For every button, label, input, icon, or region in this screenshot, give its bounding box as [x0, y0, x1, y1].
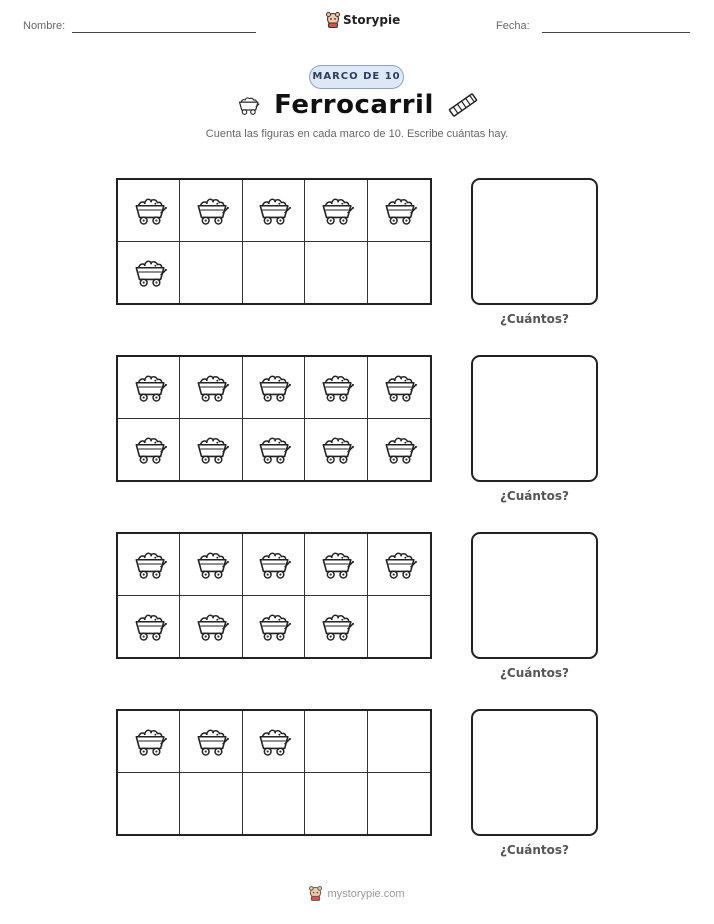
- frame-cell: [368, 357, 430, 419]
- answer-box-2[interactable]: [471, 355, 598, 482]
- storypie-mascot-icon: [326, 12, 340, 28]
- mine-cart-icon: [318, 371, 354, 403]
- mine-cart-icon: [131, 725, 167, 757]
- frame-cell: [368, 711, 430, 773]
- brand-name: Storypie: [343, 13, 401, 27]
- rail-track-icon: [448, 92, 478, 118]
- mine-cart-icon: [193, 194, 229, 226]
- frame-cell: [243, 773, 305, 835]
- mine-cart-icon: [318, 610, 354, 642]
- ten-frame-3: [116, 532, 432, 659]
- mine-cart-icon: [193, 433, 229, 465]
- footer-url[interactable]: mystorypie.com: [327, 887, 405, 900]
- name-field[interactable]: [72, 32, 256, 33]
- answer-box-4[interactable]: [471, 709, 598, 836]
- frame-cell: [118, 534, 180, 596]
- answer-box-1[interactable]: [471, 178, 598, 305]
- frame-cell: [118, 596, 180, 658]
- frame-cell: [243, 596, 305, 658]
- instructions: Cuenta las figuras en cada marco de 10. Escribe cuántas hay.: [205, 128, 509, 140]
- mine-cart-icon: [318, 548, 354, 580]
- mine-cart-icon: [318, 433, 354, 465]
- mine-cart-icon: [381, 194, 417, 226]
- frame-cell: [368, 242, 430, 304]
- frame-cell: [243, 357, 305, 419]
- answer-label-1: ¿Cuántos?: [499, 312, 570, 326]
- frame-cell: [305, 711, 367, 773]
- mine-cart-icon: [193, 725, 229, 757]
- frame-cell: [118, 357, 180, 419]
- mine-cart-icon: [193, 610, 229, 642]
- frame-cell: [180, 419, 242, 481]
- frame-cell: [368, 419, 430, 481]
- frame-cell: [180, 242, 242, 304]
- date-field[interactable]: [542, 32, 690, 33]
- mine-cart-icon: [131, 548, 167, 580]
- footer: [0, 886, 714, 901]
- ten-frame-1: [116, 178, 432, 305]
- frame-cell: [118, 773, 180, 835]
- mine-cart-icon: [318, 194, 354, 226]
- mine-cart-icon: [255, 433, 291, 465]
- frame-cell: [305, 180, 367, 242]
- mine-cart-icon: [131, 256, 167, 288]
- frame-cell: [368, 596, 430, 658]
- frame-cell: [243, 711, 305, 773]
- mine-cart-icon: [131, 194, 167, 226]
- answer-box-3[interactable]: [471, 532, 598, 659]
- mine-cart-icon: [381, 548, 417, 580]
- brand-logo: [326, 12, 400, 28]
- date-label: Fecha:: [496, 20, 530, 32]
- frame-cell: [305, 242, 367, 304]
- frame-cell: [118, 242, 180, 304]
- mine-cart-icon: [236, 94, 260, 116]
- frame-cell: [180, 534, 242, 596]
- frame-cell: [243, 534, 305, 596]
- frame-cell: [243, 180, 305, 242]
- title-row: [0, 90, 714, 120]
- frame-cell: [243, 419, 305, 481]
- storypie-mascot-icon: [309, 886, 322, 901]
- frame-cell: [368, 534, 430, 596]
- frame-cell: [180, 596, 242, 658]
- answer-label-3: ¿Cuántos?: [499, 666, 570, 680]
- mine-cart-icon: [381, 433, 417, 465]
- frame-cell: [243, 242, 305, 304]
- frame-cell: [118, 711, 180, 773]
- frame-cell: [180, 773, 242, 835]
- mine-cart-icon: [381, 371, 417, 403]
- frame-cell: [305, 596, 367, 658]
- ten-frame-4: [116, 709, 432, 836]
- frame-cell: [118, 419, 180, 481]
- frame-cell: [118, 180, 180, 242]
- frame-cell: [305, 773, 367, 835]
- frame-cell: [180, 357, 242, 419]
- mine-cart-icon: [193, 371, 229, 403]
- answer-label-2: ¿Cuántos?: [499, 489, 570, 503]
- frame-cell: [305, 357, 367, 419]
- mine-cart-icon: [255, 194, 291, 226]
- mine-cart-icon: [255, 548, 291, 580]
- mine-cart-icon: [131, 371, 167, 403]
- frame-cell: [305, 534, 367, 596]
- frame-cell: [180, 180, 242, 242]
- ten-frame-2: [116, 355, 432, 482]
- frame-cell: [305, 419, 367, 481]
- mine-cart-icon: [131, 610, 167, 642]
- frame-cell: [368, 773, 430, 835]
- worksheet-type-badge: MARCO DE 10: [309, 65, 404, 89]
- page-title: Ferrocarril: [274, 90, 434, 120]
- mine-cart-icon: [255, 610, 291, 642]
- frame-cell: [368, 180, 430, 242]
- mine-cart-icon: [255, 371, 291, 403]
- mine-cart-icon: [131, 433, 167, 465]
- answer-label-4: ¿Cuántos?: [499, 843, 570, 857]
- mine-cart-icon: [193, 548, 229, 580]
- name-label: Nombre:: [23, 20, 66, 32]
- frame-cell: [180, 711, 242, 773]
- mine-cart-icon: [255, 725, 291, 757]
